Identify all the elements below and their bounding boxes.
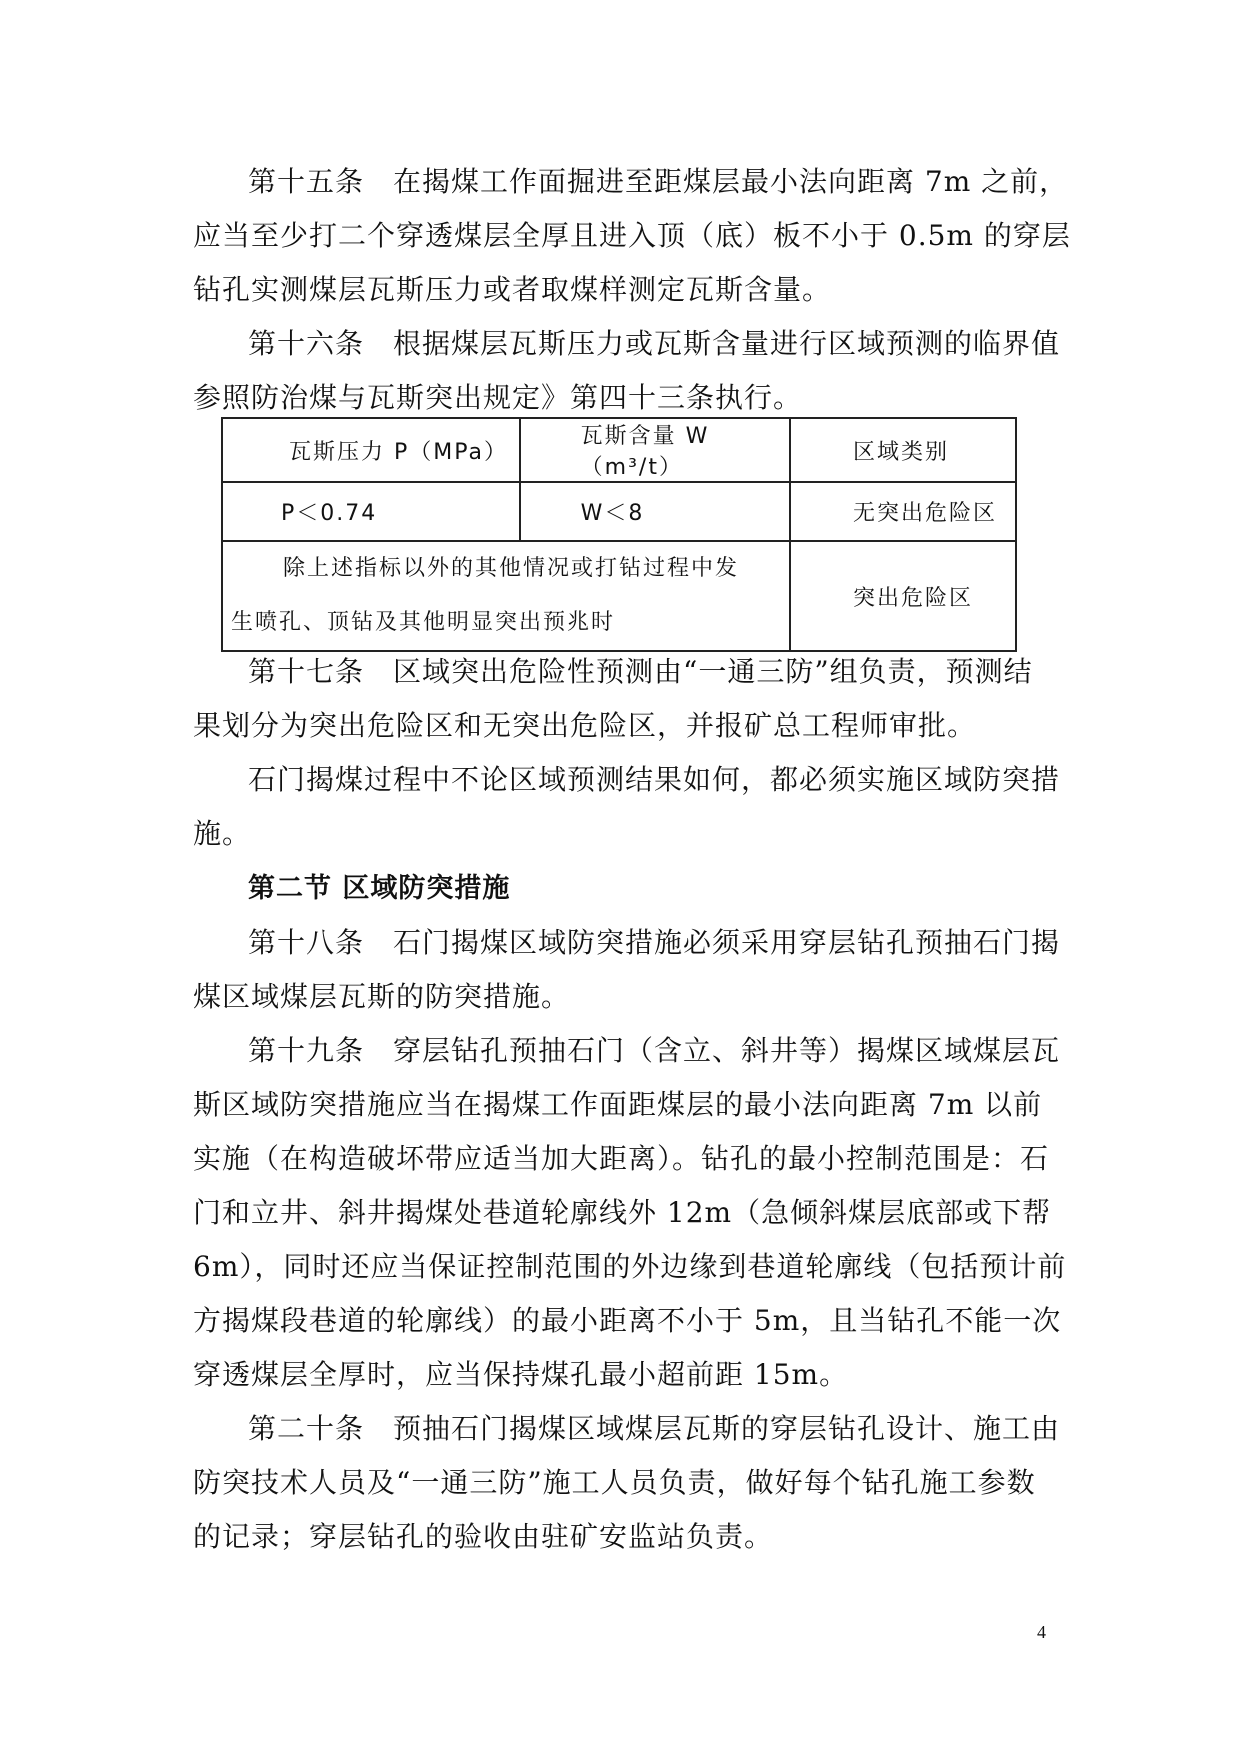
article-20-line-3: 的记录；穿层钻孔的验收由驻矿安监站负责。: [193, 1520, 774, 1553]
article-18-line-1: 第十八条 石门揭煤区域防突措施必须采用穿层钻孔预抽石门揭: [248, 926, 1061, 959]
other-conditions-line-1: 除上述指标以外的其他情况或打钻过程中发: [283, 556, 740, 581]
cell-content-value: W＜8: [520, 482, 790, 541]
article-16-line-2: 参照防治煤与瓦斯突出规定》第四十三条执行。: [193, 381, 803, 414]
page-number: 4: [1037, 1622, 1046, 1642]
article-15-line-3: 钻孔实测煤层瓦斯压力或者取煤样测定瓦斯含量。: [193, 273, 832, 306]
article-19-line-3: 实施（在构造破坏带应适当加大距离）。钻孔的最小控制范围是：石: [193, 1142, 1050, 1175]
article-19-line-1: 第十九条 穿层钻孔预抽石门（含立、斜井等）揭煤区域煤层瓦: [248, 1034, 1061, 1067]
header-gas-content: 瓦斯含量 W（m³/t）: [520, 418, 790, 482]
cell-outburst: 突出危险区: [790, 541, 1016, 651]
table-header-row: [222, 418, 1016, 482]
critical-value-table: [221, 417, 1017, 652]
table-row: [222, 482, 1016, 541]
cell-other-conditions: [222, 541, 790, 651]
article-17-line-1: 第十七条 区域突出危险性预测由“一通三防”组负责，预测结: [248, 655, 1033, 688]
header-region-category: 区域类别: [790, 418, 1016, 482]
article-20-line-2: 防突技术人员及“一通三防”施工人员负责，做好每个钻孔施工参数: [193, 1466, 1036, 1499]
article-20-line-1: 第二十条 预抽石门揭煤区域煤层瓦斯的穿层钻孔设计、施工由: [248, 1412, 1061, 1445]
article-16-line-1: 第十六条 根据煤层瓦斯压力或瓦斯含量进行区域预测的临界值: [248, 327, 1061, 360]
article-19-line-5: 6m），同时还应当保证控制范围的外边缘到巷道轮廓线（包括预计前: [193, 1250, 1067, 1283]
shimen-para-line-2: 施。: [193, 817, 252, 850]
article-17-line-2: 果划分为突出危险区和无突出危险区，并报矿总工程师审批。: [193, 709, 977, 742]
header-gas-pressure: 瓦斯压力 P（MPa）: [222, 418, 520, 482]
other-conditions-line-2: 生喷孔、顶钻及其他明显突出预兆时: [231, 610, 616, 635]
article-19-line-2: 斯区域防突措施应当在揭煤工作面距煤层的最小法向距离 7m 以前: [193, 1088, 1043, 1121]
table-row: [222, 541, 1016, 651]
article-15-line-2: 应当至少打二个穿透煤层全厚且进入顶（底）板不小于 0.5m 的穿层: [193, 219, 1071, 252]
article-19-line-4: 门和立井、斜井揭煤处巷道轮廓线外 12m（急倾斜煤层底部或下帮: [193, 1196, 1052, 1229]
section-heading: 第二节 区域防突措施: [248, 873, 511, 904]
article-19-line-6: 方揭煤段巷道的轮廓线）的最小距离不小于 5m，且当钻孔不能一次: [193, 1304, 1062, 1337]
cell-no-outburst: 无突出危险区: [790, 482, 1016, 541]
article-18-line-2: 煤区域煤层瓦斯的防突措施。: [193, 980, 571, 1013]
article-19-line-7: 穿透煤层全厚时，应当保持煤孔最小超前距 15m。: [193, 1358, 849, 1391]
shimen-para-line-1: 石门揭煤过程中不论区域预测结果如何，都必须实施区域防突措: [248, 763, 1061, 796]
article-15-line-1: 第十五条 在揭煤工作面掘进至距煤层最小法向距离 7m 之前，: [248, 165, 1069, 198]
cell-pressure-value: P＜0.74: [222, 482, 520, 541]
